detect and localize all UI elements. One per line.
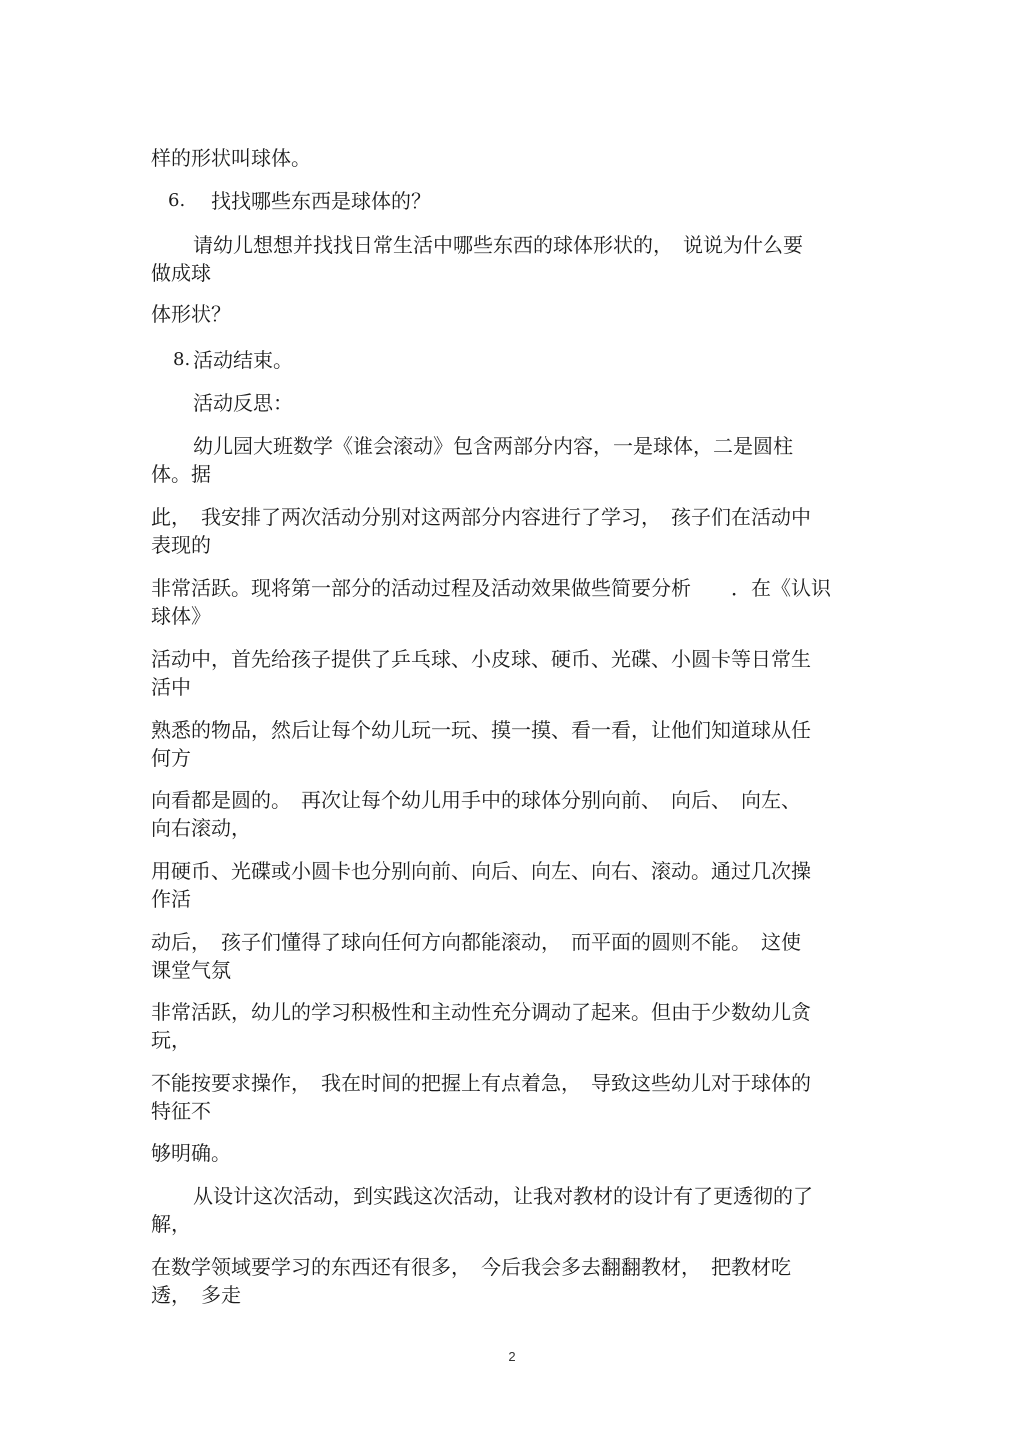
list-number: 6. bbox=[168, 190, 186, 211]
section-heading: 活动反思： bbox=[193, 391, 293, 415]
text-line: 活中 bbox=[151, 675, 191, 699]
text-line: 向右滚动， bbox=[151, 816, 251, 840]
text-line: 非常活跃。现将第一部分的活动过程及活动效果做些简要分析 ．在《认识 bbox=[151, 576, 831, 600]
text-line: 从设计这次活动，到实践这次活动，让我对教材的设计有了更透彻的了 bbox=[193, 1184, 813, 1208]
text-line: 用硬币、光碟或小圆卡也分别向前、向后、向左、向右、滚动。通过几次操 bbox=[151, 859, 811, 883]
text-line: 活动中，首先给孩子提供了乒乓球、小皮球、硬币、光碟、小圆卡等日常生 bbox=[151, 647, 811, 671]
text-line: 在数学领域要学习的东西还有很多， 今后我会多去翻翻教材， 把教材吃 bbox=[151, 1255, 791, 1279]
text-line: 课堂气氛 bbox=[151, 958, 231, 982]
text-line: 特征不 bbox=[151, 1099, 211, 1123]
text-line: 球体》 bbox=[151, 604, 211, 628]
text-line: 作活 bbox=[151, 887, 191, 911]
text-line: 玩， bbox=[151, 1028, 191, 1052]
list-number: 8. bbox=[173, 349, 191, 370]
text-line: 此， 我安排了两次活动分别对这两部分内容进行了学习， 孩子们在活动中 bbox=[151, 505, 811, 529]
text-line: 做成球 bbox=[151, 261, 211, 285]
text-line: 熟悉的物品，然后让每个幼儿玩一玩、摸一摸、看一看，让他们知道球从任 bbox=[151, 718, 811, 742]
text-line: 体形状？ bbox=[151, 302, 231, 326]
text-line: 表现的 bbox=[151, 533, 211, 557]
text-line: 够明确。 bbox=[151, 1141, 231, 1165]
text-line: 不能按要求操作， 我在时间的把握上有点着急， 导致这些幼儿对于球体的 bbox=[151, 1071, 811, 1095]
text-line: 幼儿园大班数学《谁会滚动》包含两部分内容，一是球体，二是圆柱 bbox=[193, 434, 793, 458]
text-line: 何方 bbox=[151, 746, 191, 770]
text-line: 向看都是圆的。 再次让每个幼儿用手中的球体分别向前、 向后、 向左、 bbox=[151, 788, 801, 812]
text-line: 样的形状叫球体。 bbox=[151, 146, 311, 170]
text-line: 动后， 孩子们懂得了球向任何方向都能滚动， 而平面的圆则不能。 这使 bbox=[151, 930, 801, 954]
list-item-heading: 找找哪些东西是球体的？ bbox=[211, 189, 431, 213]
text-line: 体。据 bbox=[151, 462, 211, 486]
text-line: 请幼儿想想并找找日常生活中哪些东西的球体形状的， 说说为什么要 bbox=[193, 233, 803, 257]
text-line: 解， bbox=[151, 1212, 191, 1236]
text-line: 非常活跃，幼儿的学习积极性和主动性充分调动了起来。但由于少数幼儿贪 bbox=[151, 1000, 811, 1024]
list-item-heading: 活动结束。 bbox=[193, 348, 293, 372]
page-number: 2 bbox=[508, 1349, 516, 1364]
text-line: 透， 多走 bbox=[151, 1283, 241, 1307]
